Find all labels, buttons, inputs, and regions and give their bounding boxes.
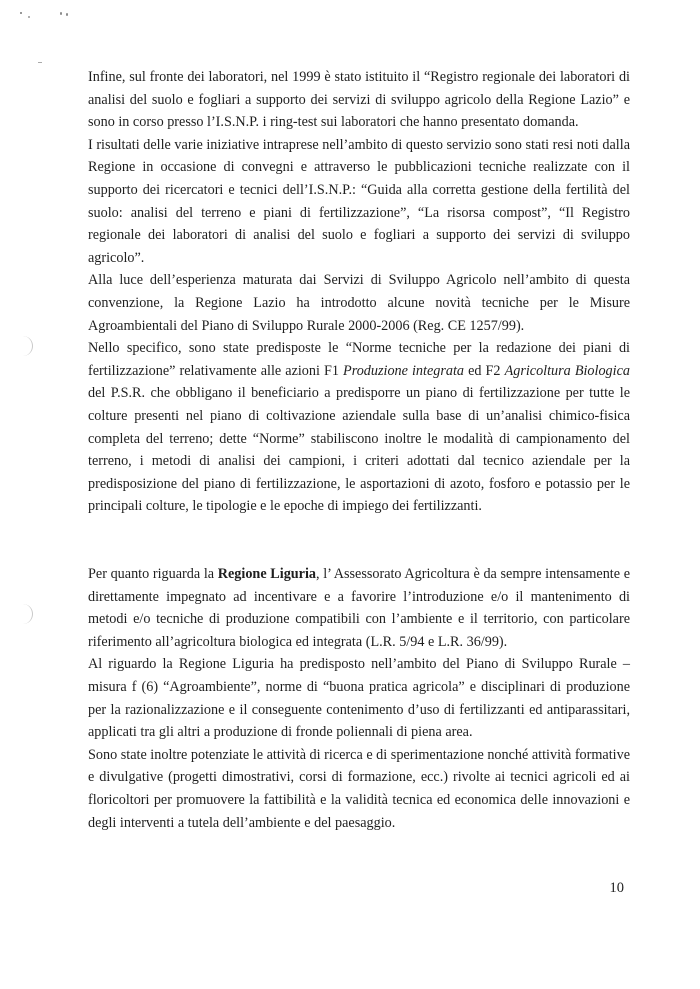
italic-term-produzione-integrata: Produzione integrata bbox=[343, 362, 465, 379]
paragraph-norme-tecniche bbox=[88, 337, 630, 518]
scan-speck bbox=[28, 16, 30, 18]
scan-speck bbox=[60, 12, 62, 15]
scan-speck bbox=[20, 12, 22, 14]
bold-term-regione-liguria: Regione Liguria bbox=[217, 566, 317, 583]
paragraph-gap bbox=[88, 540, 630, 563]
body-text bbox=[88, 66, 630, 834]
paragraph-esperienza: Alla luce dell’esperienza maturata dai Servizi di Sviluppo Agricolo nell’ambito di questa convenzione, la Regione Lazio ha introdotto alcune novità tecniche per le Misure Agroambientali del Piano di Sviluppo Rurale 2000-2006 (Reg. CE 1257/99). bbox=[88, 272, 630, 334]
paragraph-text: Per quanto riguarda la bbox=[88, 566, 218, 583]
page-number: 10 bbox=[609, 880, 624, 896]
binder-hole-mark bbox=[18, 336, 33, 356]
paragraph-text: ed F2 bbox=[464, 362, 505, 379]
paragraph-liguria bbox=[88, 563, 630, 653]
paragraph-text: Nello specifico, sono state predisposte le “Norme tecniche per la redazione dei piani di fertilizzazione” relativamente alle azioni F1 bbox=[88, 340, 630, 379]
binder-hole-mark bbox=[18, 604, 33, 624]
italic-term-agricoltura-biologica: Agricoltura Biologica bbox=[504, 362, 630, 379]
paragraph-text: del P.S.R. che obbligano il beneficiario a predisporre un piano di fertilizzazione per tutte le colture presenti nel piano di coltivazione aziendale sulla base di un’analisi chimico-fisica completa del terreno; dette “Norme” stabiliscono inoltre le modalità di campionamento del terreno, i metodi di analisi dei campioni, i criteri adottati dal tecnico aziendale per la predisposizione del piano di fertilizzazione, le asportazioni di azoto, fosforo e potassio per le principali colture, le tipologie e le epoche di impiego dei fertilizzanti. bbox=[88, 385, 630, 515]
paragraph-risultati: I risultati delle varie iniziative intraprese nell’ambito di questo servizio sono stati resi noti dalla Regione in occasione di convegni e attraverso le pubblicazioni tecniche realizzate con il supporto dei ricercatori e tecnici dell’I.S.N.P.: “Guida alla corretta gestione della fertilità del suolo: analisi del terreno e piani di fertilizzazione”, “La risorsa compost”, “Il Registro regionale dei laboratori di analisi del suolo e fogliari a supporto dei servizi di sviluppo agricolo”. bbox=[88, 136, 630, 266]
paragraph-psr-liguria: Al riguardo la Regione Liguria ha predisposto nell’ambito del Piano di Sviluppo Rurale – misura f (6) “Agroambiente”, norme di “buona pratica agricola” e disciplinari di produzione per la razionalizzazione e il conseguente contenimento d’uso di fertilizzanti ed antiparassitari, applicati tra gli altri a produzione di fronde poliennali di piena area. bbox=[88, 656, 630, 741]
scan-speck bbox=[66, 13, 68, 16]
scan-speck bbox=[38, 62, 42, 63]
paragraph-text: , l’ Assessorato Agricoltura è da sempre intensamente e direttamente impegnato ad incentivare e a favorire l’introduzione e/o il mantenimento di metodi e/o tecniche di produzione compatibili con l’ambiente e il territorio, con particolare riferimento all’agricoltura biologica ed integrata (L.R. 5/94 e L.R. 36/99). bbox=[88, 566, 631, 650]
paragraph-gap bbox=[88, 518, 630, 541]
paragraph-laboratori: Infine, sul fronte dei laboratori, nel 1999 è stato istituito il “Registro regionale dei laboratori di analisi del suolo e fogliari a supporto dei servizi di sviluppo agricolo della Regione Lazio” e sono in corso presso l’I.S.N.P. i ring-test sui laboratori che hanno presentato domanda. bbox=[88, 69, 630, 131]
paragraph-ricerca: Sono state inoltre potenziate le attività di ricerca e di sperimentazione nonché attività formative e divulgative (progetti dimostrativi, corsi di formazione, ecc.) rivolte ai tecnici agricoli ed ai floricoltori per promuovere la fattibilità e la validità tecnica ed economica delle innovazioni e degli interventi a tutela dell’ambiente e del paesaggio. bbox=[88, 746, 630, 831]
